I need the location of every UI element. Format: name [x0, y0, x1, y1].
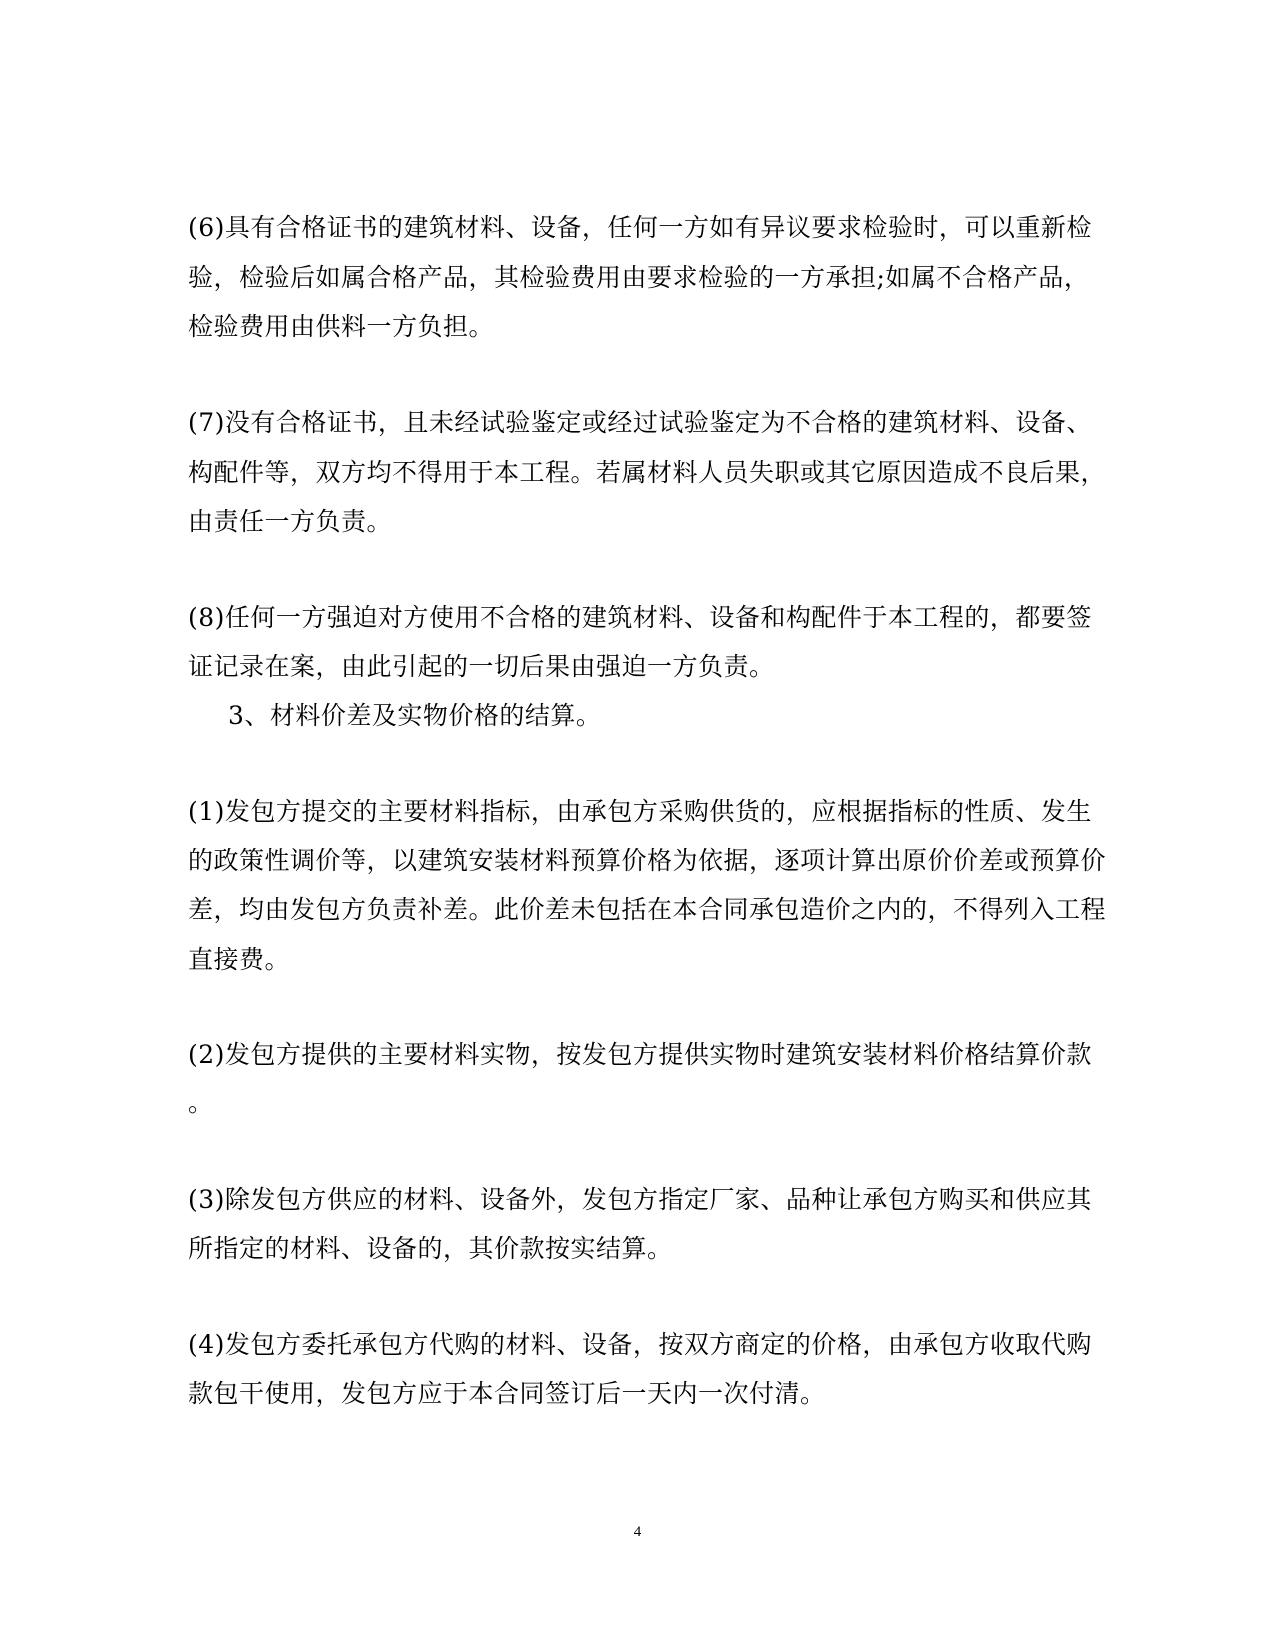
paragraph-1-line-2: 的政策性调价等，以建筑安装材料预算价格为依据，逐项计算出原价价差或预算价 [188, 846, 1107, 875]
paragraph-6-line-3: 检验费用由供料一方负担。 [188, 312, 495, 341]
paragraph-2-line-2: 。 [188, 1088, 214, 1117]
paragraph-3-line-1: (3)除发包方供应的材料、设备外，发包方指定厂家、品种让承包方购买和供应其 [188, 1185, 1092, 1214]
paragraph-7-line-3: 由责任一方负责。 [188, 507, 393, 536]
paragraph-4-line-1: (4)发包方委托承包方代购的材料、设备，按双方商定的价格，由承包方收取代购 [188, 1330, 1092, 1359]
section-heading-3: 3、材料价差及实物价格的结算。 [228, 701, 602, 730]
paragraph-1-line-1: (1)发包方提交的主要材料指标，由承包方采购供货的，应根据指标的性质、发生 [188, 797, 1092, 826]
page-number: 4 [633, 1524, 642, 1540]
paragraph-6-line-1: (6)具有合格证书的建筑材料、设备，任何一方如有异议要求检验时，可以重新检 [188, 213, 1092, 242]
paragraph-7-line-2: 构配件等，双方均不得用于本工程。若属材料人员失职或其它原因造成不良后果， [188, 458, 1107, 487]
paragraph-4-line-2: 款包干使用，发包方应于本合同签订后一天内一次付清。 [188, 1379, 826, 1408]
paragraph-1-line-4: 直接费。 [188, 945, 291, 974]
paragraph-1-line-3: 差，均由发包方负责补差。此价差未包括在本合同承包造价之内的，不得列入工程 [188, 895, 1107, 924]
paragraph-7-line-1: (7)没有合格证书，且未经试验鉴定或经过试验鉴定为不合格的建筑材料、设备、 [188, 408, 1092, 437]
paragraph-6-line-2: 验，检验后如属合格产品，其检验费用由要求检验的一方承担;如属不合格产品， [188, 263, 1090, 292]
paragraph-8-line-1: (8)任何一方强迫对方使用不合格的建筑材料、设备和构配件于本工程的，都要签 [188, 603, 1092, 632]
paragraph-3-line-2: 所指定的材料、设备的，其价款按实结算。 [188, 1234, 673, 1263]
paragraph-2-line-1: (2)发包方提供的主要材料实物，按发包方提供实物时建筑安装材料价格结算价款 [188, 1040, 1092, 1069]
paragraph-8-line-2: 证记录在案，由此引起的一切后果由强迫一方负责。 [188, 652, 775, 681]
